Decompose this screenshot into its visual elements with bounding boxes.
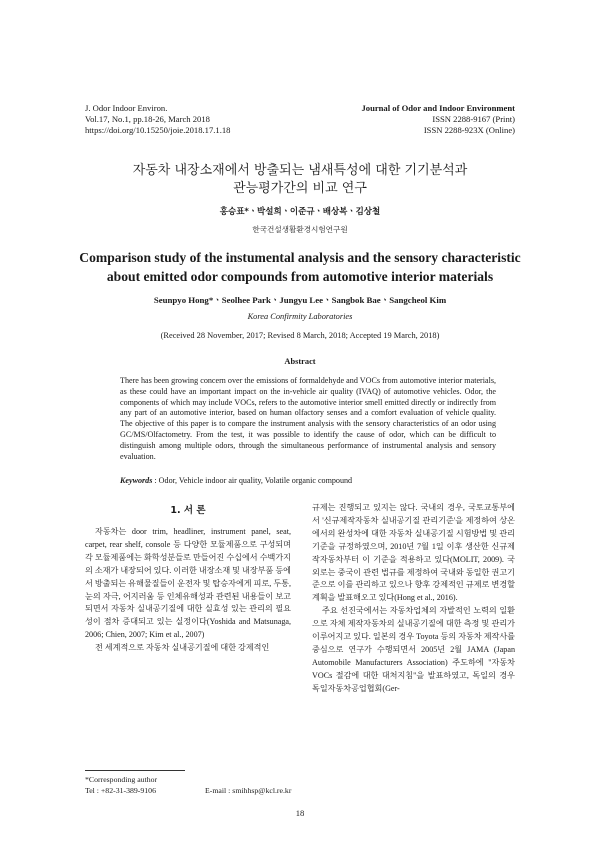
running-header-right (330, 103, 515, 137)
intro-paragraph-4: 주요 선진국에서는 자동차업체의 자발적인 노력의 일환으로 자체 제작자동차의 실내공기질에 대한 측정 및 관리가 이루어지고 있다. 일본의 경우 Toyota 등의 자동차 제작사를 중심으로 연구가 수행되면서 2005년 2월 JAMA (Japan Automobile Manufacturers Association) 주도하에 "자동차 VOCs 절감에 대한 대처지침"을 발표하였고, 독일의 경우 독일자동차공업협회(Ger- (312, 606, 515, 693)
korean-title-line1: 자동차 내장소재에서 방출되는 냄새특성에 대한 기기분석과 (132, 163, 468, 178)
intro-paragraph-2: 전 세계적으로 자동차 실내공기질에 대한 강제적인 (95, 643, 270, 653)
volume-line: Vol.17, No.1, pp.18-26, March 2018 (85, 114, 210, 125)
korean-affiliation: 한국건설생활환경시험연구원 (252, 225, 348, 234)
telephone: Tel : +82-31-389-9106 (85, 785, 156, 795)
doi-link[interactable]: https://doi.org/10.15250/joie.2018.17.1.18 (85, 125, 231, 136)
received-dates: (Received 28 November, 2017; Revised 8 March, 2018; Accepted 19 March, 2018) (160, 331, 440, 340)
english-affiliation: Korea Confirmity Laboratories (247, 312, 353, 321)
section-heading-introduction: 1. 서 론 (170, 505, 206, 516)
left-column (85, 526, 291, 655)
korean-title-line2: 관능평가간의 비교 연구 (233, 181, 367, 196)
issn-online: ISSN 2288-923X (Online) (423, 125, 515, 136)
email-address[interactable]: E-mail : smihhsp@kcl.re.kr (205, 785, 292, 795)
intro-paragraph-3: 규제는 진행되고 있지는 않다. 국내의 경우, 국토교통부에서 '신규제작자동차 실내공기질 관리기준'을 제정하여 상온에서의 완성차에 대한 자동차 실내공기질 시험방법 및 관리기준을 규정하였으며, 2010년 7월 1일 이후 생산한 신규제작자동차부터 이 기준을 적용하고 있다(MOLIT, 2009). 국외로는 중국이 관련 법규를 제정하여 국내와 동일한 권고기준으로 이를 관리하고 있으나 향후 강제적인 규제로 변경할 계획을 발표해오고 있다(Hong et al., 2016). (312, 503, 515, 603)
keywords-text: : Odor, Vehicle indoor air quality, Volatile organic compound (152, 476, 353, 485)
corresponding-author-note: *Corresponding author (85, 775, 158, 784)
english-title-line2: about emitted odor compounds from automotive interior materials (106, 269, 494, 284)
intro-paragraph-1: 자동차는 door trim, headliner, instrument panel, seat, carpet, rear shelf, console 등 다양한 모듈제품으로 구성되며 각 모듈제품에는 화학성분들로 만들어진 수십에서 수백가지의 소재가 내장되어 있다. 이러한 내장소재 및 내장부품 등에서 방출되는 유해물질들이 운전자 및 탑승자에게 피로, 두통, 눈의 자극, 어지러움 등 인체유해성과 관련된 내용들이 보고되면서 자동차 실내공기질에 대한 실효성 있는 관리의 필요성이 점차 증대되고 있는 실정이다(Yoshida and Matsunaga, 2006; Chien, 2007; Kim et al., 2007) (85, 527, 291, 640)
keywords-line (120, 476, 496, 485)
issn-print: ISSN 2288-9167 (Print) (432, 114, 515, 125)
korean-authors: 홍승표*ㆍ박설희ㆍ이준규ㆍ배상복ㆍ김상철 (219, 207, 381, 217)
english-authors: Seunpyo Hong*ㆍSeolhee ParkㆍJungyu LeeㆍSangbok BaeㆍSangcheol Kim (153, 295, 447, 305)
right-column (312, 502, 515, 696)
keywords-label: Keywords (120, 476, 153, 485)
journal-full-name: Journal of Odor and Indoor Environment (361, 103, 515, 113)
footnote-rule (85, 770, 185, 771)
korean-title (60, 162, 540, 198)
abstract-heading: Abstract (284, 357, 316, 366)
running-header-left (85, 103, 230, 137)
page-number: 18 (295, 808, 305, 818)
english-title (60, 248, 540, 286)
abstract-body: There has been growing concern over the emissions of formaldehyde and VOCs from automotive interior materials, as these could have an important impact on the in-vehicle air quality (IVAQ) of automotive vehicles. Odor, the components of which may include VOCs, refers to the automotive interior smell emitted directly or indirectly from any part of an automotive interior, based on human olfactory senses and a comfort evaluation of vehicle quality. The objective of this paper is to compare the instrument analysis with the sensory characteristics of an odor using GC/MS/Olfactometry. From the test, it was possible to identify the cause of odor, which can be difficult to distinguish among multiple odors, through the simultaneous performance of instrumental analysis and sensory evaluation. (120, 376, 496, 461)
english-title-line1: Comparison study of the instumental analysis and the sensory characteristic (79, 250, 521, 265)
journal-short-name: J. Odor Indoor Environ. (85, 103, 168, 113)
footnote (85, 775, 305, 797)
